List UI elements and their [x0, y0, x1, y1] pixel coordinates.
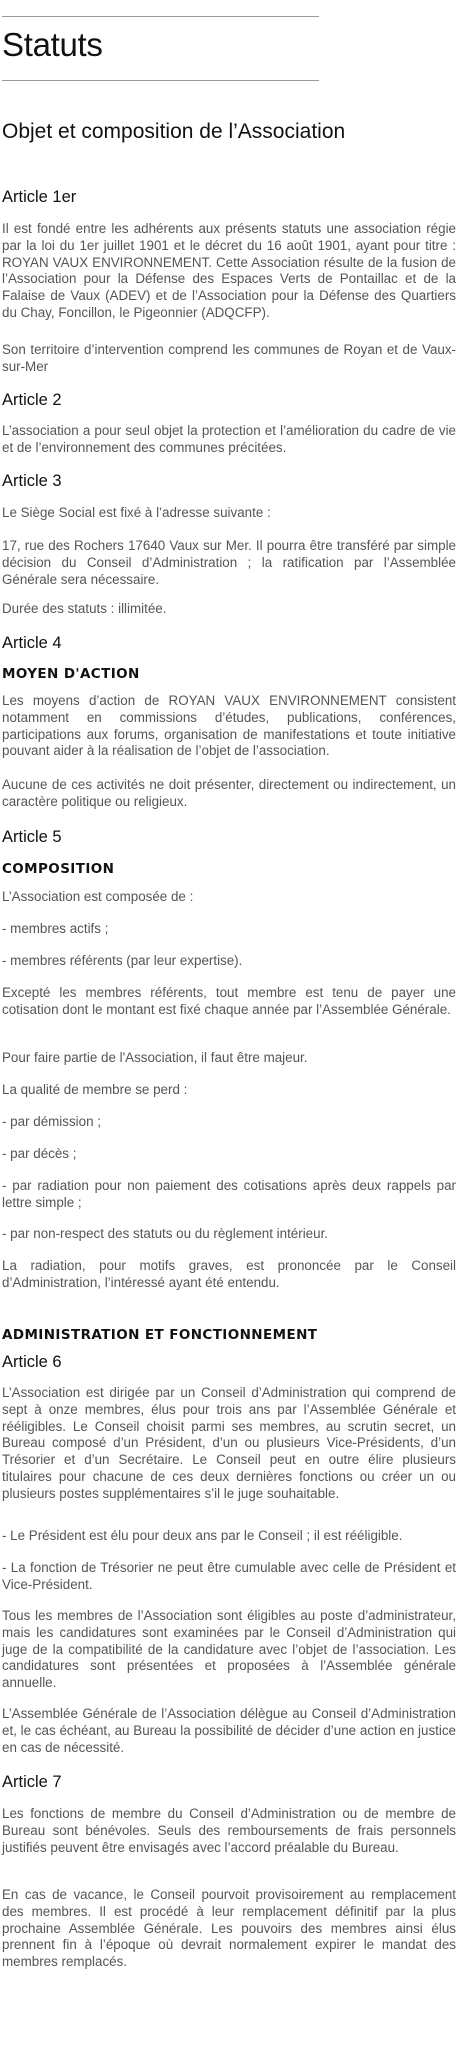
top-divider	[2, 16, 319, 17]
article-7-paragraph-1: Les fonctions de membre du Conseil d’Administration ou de membre de Bureau sont bénévoles. Seuls des remboursements de frais personnels justifiés peuvent être envisagés avec l’accord préalable du Bureau.	[2, 1806, 456, 1855]
article-5-paragraph-8: - par décès ;	[2, 1146, 77, 1161]
article-6-paragraph-3: - La fonction de Trésorier ne peut être cumulable avec celle de Président et Vice-Président.	[2, 1560, 456, 1592]
article-3-heading: Article 3	[2, 472, 62, 490]
article-3-paragraph-3: Durée des statuts : illimitée.	[2, 601, 167, 616]
article-5-paragraph-9: - par radiation pour non paiement des cotisations après deux rappels par lettre simple ;	[2, 1178, 456, 1210]
article-6-paragraph-5: L’Assemblée Générale de l’Association délègue au Conseil d’Administration et, le cas échéant, au Bureau la possibilité de décider d’une action en justice en cas de nécessité.	[2, 1706, 456, 1755]
article-6-heading: Article 6	[2, 1353, 62, 1371]
article-6-paragraph-1: L’Association est dirigée par un Conseil d’Administration qui comprend de sept à onze membres, élus pour trois ans par l’Assemblée Générale et rééligibles. Le Conseil choisit parmi ses membres, au scrutin secret, un Bureau composé d’un Président, d’un ou plusieurs Vice-Présidents, d’un Trésorier et d’un Secrétaire. Le Conseil peut en outre élire plusieurs titulaires pour chacune de ces deux dernières fonctions ou créer un ou plusieurs postes supplémentaires s’il le juge souhaitable.	[2, 1385, 456, 1501]
article-4-paragraph-1: Les moyens d’action de ROYAN VAUX ENVIRONNEMENT consistent notamment en commissions d’études, publications, conférences, participations aux forums, organisation de manifestations et toute initiative pouvant aider à la réalisation de l’objet de l’association.	[2, 693, 456, 759]
article-5-paragraph-3: - membres référents (par leur expertise).	[2, 953, 243, 968]
article-1-heading: Article 1er	[2, 188, 77, 206]
article-3-paragraph-1: Le Siège Social est fixé à l’adresse suivante :	[2, 505, 271, 520]
article-5-paragraph-4: Excepté les membres référents, tout membre est tenu de payer une cotisation dont le montant est fixé chaque année par l’Assemblée Générale.	[2, 985, 456, 1017]
article-4-caption: MOYEN D'ACTION	[2, 666, 140, 682]
article-5-paragraph-7: - par démission ;	[2, 1114, 101, 1129]
article-5-paragraph-2: - membres actifs ;	[2, 921, 109, 936]
article-4-paragraph-2: Aucune de ces activités ne doit présenter, directement ou indirectement, un caractère politique ou religieux.	[2, 777, 456, 809]
section-caption-administration: ADMINISTRATION ET FONCTIONNEMENT	[2, 1327, 318, 1343]
article-5-paragraph-10: - par non-respect des statuts ou du règlement intérieur.	[2, 1226, 329, 1241]
article-6-paragraph-4: Tous les membres de l’Association sont éligibles au poste d’administrateur, mais les candidatures sont examinées par le Conseil d’Administration qui juge de la compatibilité de la candidature avec l’objet de l’association. Les candidatures sont présentées et proposées à l’Assemblée générale annuelle.	[2, 1608, 456, 1691]
article-2-heading: Article 2	[2, 391, 62, 409]
article-5-paragraph-6: La qualité de membre se perd :	[2, 1082, 188, 1097]
article-5-caption: COMPOSITION	[2, 861, 115, 877]
article-7-paragraph-2: En cas de vacance, le Conseil pourvoit provisoirement au remplacement des membres. Il est procédé à leur remplacement définitif par la plus prochaine Assemblée Générale. Les pouvoirs des membres ainsi élus prennent fin à l’époque où devrait normalement expirer le mandat des membres remplacés.	[2, 1887, 456, 1970]
article-3-paragraph-2: 17, rue des Rochers 17640 Vaux sur Mer. Il pourra être transféré par simple décision du Conseil d’Administration ; la ratification par l’Assemblée Générale sera nécessaire.	[2, 538, 456, 587]
article-5-heading: Article 5	[2, 828, 62, 846]
section-heading-objet: Objet et composition de l’Association	[2, 120, 346, 143]
article-7-heading: Article 7	[2, 1773, 62, 1791]
article-4-heading: Article 4	[2, 634, 62, 652]
article-5-paragraph-1: L’Association est composée de :	[2, 889, 194, 904]
article-1-paragraph-1: Il est fondé entre les adhérents aux présents statuts une association régie par la loi du 1er juillet 1901 et le décret du 16 août 1901, ayant pour titre : ROYAN VAUX ENVIRONNEMENT. Cette Association résulte de la fusion de l’Association pour la Défense des Espaces Verts de Pontaillac et de la Falaise de Vaux (ADEV) et de l’Association pour la Défense des Quartiers du Chay, Foncillon, le Pigeonnier (ADQCFP).	[2, 221, 456, 320]
article-5-paragraph-5: Pour faire partie de l'Association, il faut être majeur.	[2, 1050, 308, 1065]
article-6-paragraph-2: - Le Président est élu pour deux ans par le Conseil ; il est rééligible.	[2, 1528, 403, 1543]
article-1-paragraph-2: Son territoire d’intervention comprend les communes de Royan et de Vaux-sur-Mer	[2, 342, 456, 374]
title-divider	[2, 80, 319, 81]
article-2-paragraph-1: L’association a pour seul objet la protection et l’amélioration du cadre de vie et de l’environnement des communes précitées.	[2, 423, 456, 455]
article-5-paragraph-11: La radiation, pour motifs graves, est prononcée par le Conseil d’Administration, l’intéressé ayant été entendu.	[2, 1258, 456, 1290]
page-title: Statuts	[2, 26, 103, 63]
